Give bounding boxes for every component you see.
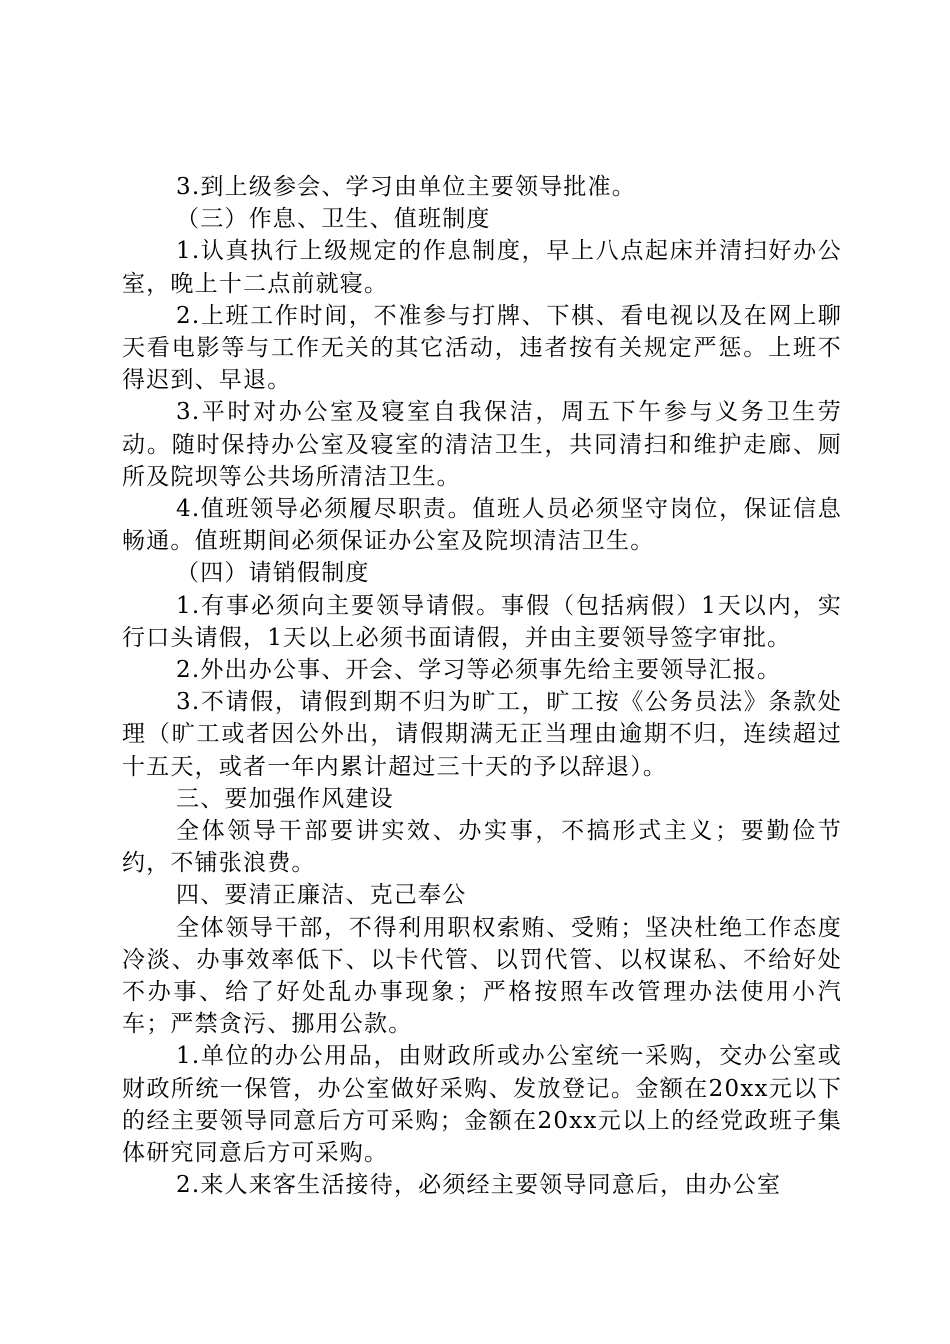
paragraph-7: 2.外出办公事、开会、学习等必须事先给主要领导汇报。 [176,657,782,684]
paragraph-10: 全体领导干部，不得利用职权索贿、受贿；坚决杜绝工作态度冷淡、办事效率低下、以卡代管、以罚代管、以权谋私、不给好处不办事、给了好处乱办事现象；严格按照车改管理办法使用小汽车；严禁贪污、挪用公款。 [122,914,842,1038]
paragraph-12: 2.来人来客生活接待，必须经主要领导同意后，由办公室 [176,1172,782,1199]
document-body [122,171,842,1202]
paragraph-1: 3.到上级参会、学习由单位主要领导批准。 [176,174,636,200]
paragraph-2: 1.认真执行上级规定的作息制度，早上八点起床并清扫好办公室，晚上十二点前就寝。 [122,238,842,297]
section-heading-3: （三）作息、卫生、值班制度 [176,206,491,233]
paragraph-9: 全体领导干部要讲实效、办实事，不搞形式主义；要勤俭节约，不铺张浪费。 [122,818,842,877]
section-heading-san: 三、要加强作风建设 [176,785,394,812]
paragraph-3: 2.上班工作时间，不准参与打牌、下棋、看电视以及在网上聊天看电影等与工作无关的其它活动，违者按有关规定严惩。上班不得迟到、早退。 [122,302,842,394]
paragraph-8: 3.不请假，请假到期不归为旷工，旷工按《公务员法》条款处理（旷工或者因公外出，请假期满无正当理由逾期不归，连续超过十五天，或者一年内累计超过三十天的予以辞退）。 [122,689,842,780]
section-heading-4: （四）请销假制度 [176,560,370,587]
section-heading-si: 四、要清正廉洁、克己奉公 [176,882,467,909]
paragraph-4: 3.平时对办公室及寝室自我保洁，周五下午参与义务卫生劳动。随时保持办公室及寝室的清洁卫生，共同清扫和维护走廊、厕所及院坝等公共场所清洁卫生。 [122,399,842,490]
paragraph-11: 1.单位的办公用品，由财政所或办公室统一采购，交办公室或财政所统一保管，办公室做好采购、发放登记。金额在20xx元以下的经主要领导同意后方可采购；金额在20xx元以上的经党政班子集体研究同意后方可采购。 [122,1043,842,1167]
paragraph-6: 1.有事必须向主要领导请假。事假（包括病假）1天以内，实行口头请假，1天以上必须书面请假，并由主要领导签字审批。 [122,592,842,651]
paragraph-5: 4.值班领导必须履尽职责。值班人员必须坚守岗位，保证信息畅通。值班期间必须保证办公室及院坝清洁卫生。 [122,496,842,555]
